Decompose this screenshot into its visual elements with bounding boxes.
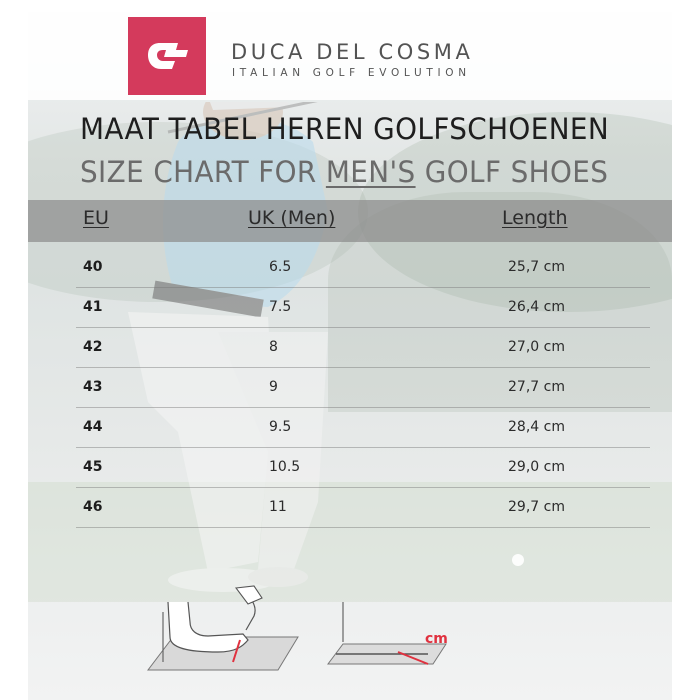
cell-length: 27,0 cm xyxy=(508,339,565,355)
cell-length: 25,7 cm xyxy=(508,259,565,275)
cell-length: 29,7 cm xyxy=(508,499,565,515)
cell-length: 28,4 cm xyxy=(508,419,565,435)
brand-logo xyxy=(128,17,206,95)
cell-uk: 7.5 xyxy=(269,299,292,315)
table-row xyxy=(76,368,650,408)
table-row xyxy=(76,248,650,288)
foot-measuring-illustration xyxy=(128,582,468,682)
title-english-pre: SIZE CHART FOR xyxy=(80,155,326,189)
table-header-bar xyxy=(28,200,672,242)
cell-uk: 9.5 xyxy=(269,419,292,435)
column-header-length: Length xyxy=(502,207,568,229)
table-row xyxy=(76,448,650,488)
column-header-uk: UK (Men) xyxy=(248,207,336,229)
column-header-eu: EU xyxy=(83,207,109,229)
cell-uk: 10.5 xyxy=(269,459,301,475)
row-divider xyxy=(76,527,650,528)
table-row xyxy=(76,288,650,328)
brand-tagline: ITALIAN GOLF EVOLUTION xyxy=(232,67,471,79)
cell-eu: 45 xyxy=(83,459,103,475)
unit-label-cm: cm xyxy=(425,631,448,647)
table-row xyxy=(76,488,650,528)
cell-uk: 11 xyxy=(269,499,287,515)
table-row xyxy=(76,328,650,368)
brand-name: DUCA DEL COSMA xyxy=(231,40,474,64)
title-english-underlined: MEN'S xyxy=(325,155,416,189)
page-title-dutch: MAAT TABEL HEREN GOLFSCHOENEN xyxy=(80,112,610,146)
page-title-english xyxy=(80,155,608,189)
cell-eu: 42 xyxy=(83,339,103,355)
cell-eu: 40 xyxy=(83,259,103,275)
cell-length: 29,0 cm xyxy=(508,459,565,475)
cell-uk: 9 xyxy=(269,379,278,395)
cell-eu: 41 xyxy=(83,299,103,315)
cell-eu: 44 xyxy=(83,419,103,435)
cell-uk: 8 xyxy=(269,339,278,355)
title-english-post: GOLF SHOES xyxy=(415,155,609,189)
size-chart-card xyxy=(28,12,672,700)
table-row xyxy=(76,408,650,448)
cell-length: 27,7 cm xyxy=(508,379,565,395)
brand-logo-icon xyxy=(128,17,206,95)
cell-length: 26,4 cm xyxy=(508,299,565,315)
cell-eu: 46 xyxy=(83,499,103,515)
cell-eu: 43 xyxy=(83,379,103,395)
cell-uk: 6.5 xyxy=(269,259,292,275)
